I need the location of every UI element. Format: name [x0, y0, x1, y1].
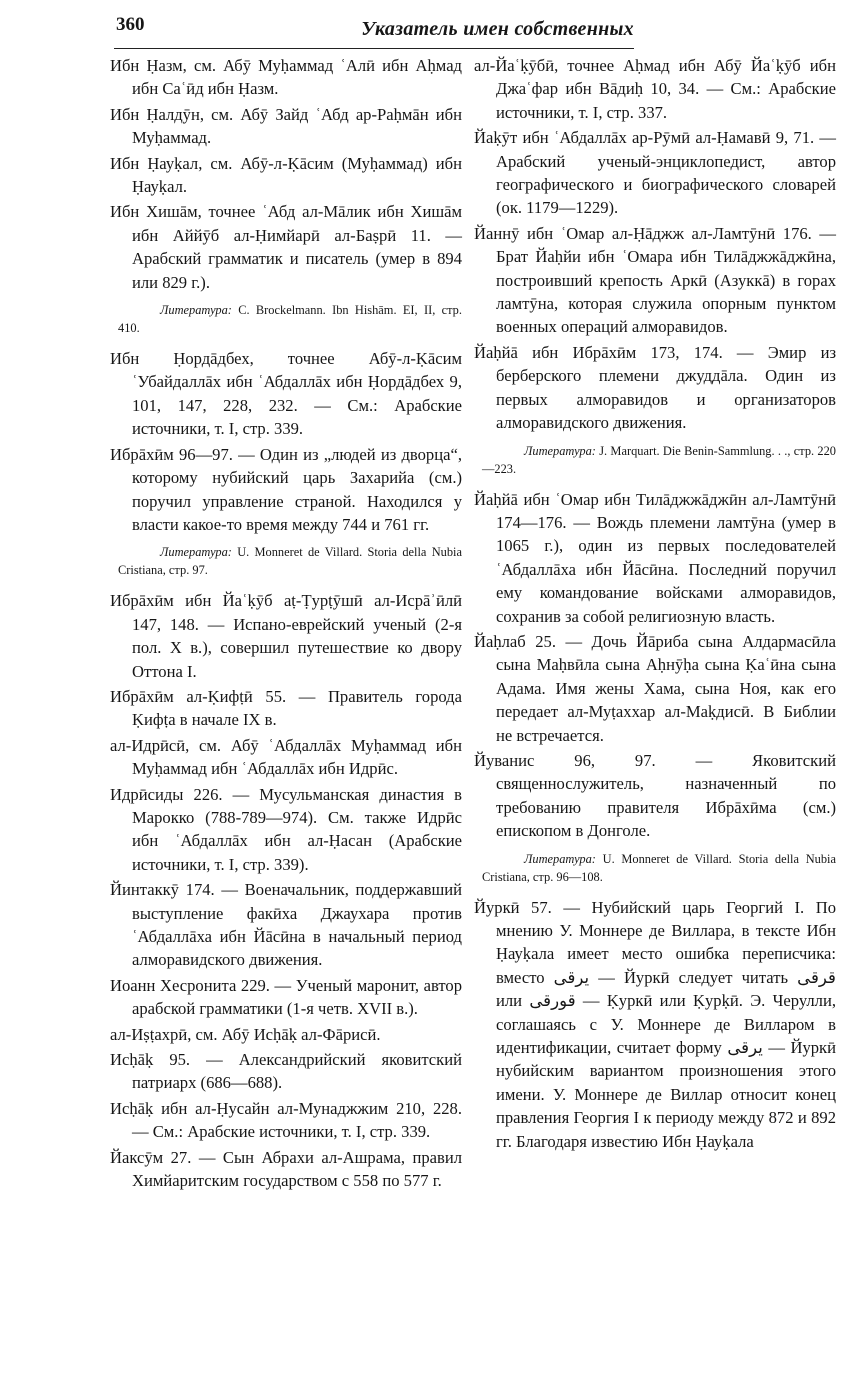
page-number: 360 [116, 14, 145, 35]
literature-note [110, 543, 462, 579]
index-entry: Ибн Ḥазм, см. Абӯ Муḥаммад ʿАлӣ ибн Аḥмад ибн Саʿӣд ибн Ḥазм. [110, 56, 462, 99]
index-entry: Йаḥйā ибн Ибрāхӣм 173, 174. — Эмир из берберского племени джуддāла. Один из первых алморавидов и организаторов алморавидского движения. [474, 342, 836, 433]
literature-text: J. Marquart. Die Benin-Sammlung. . ., стр. 220—223. [482, 443, 836, 476]
running-title: Указатель имен собственных [361, 18, 634, 40]
literature-label: Литература: [524, 851, 596, 866]
literature-text: C. Brockelmann. Ibn Hishām. EI, II, стр. 410. [118, 303, 462, 336]
literature-note [110, 301, 462, 337]
literature-label: Литература: [160, 545, 232, 560]
index-entry: Йаḳӯт ибн ʿАбдаллāх ар-Рӯмӣ ал-Ḥамавӣ 9, 71. — Арабский ученый-энциклопедист, автор географического и биографического словарей (ок. 1179—1229). [474, 128, 836, 218]
index-entry: ал-Идрӣсӣ, см. Абӯ ʿАбдаллāх Муḥаммад ибн Муḥаммад ибн ʿАбдаллāх ибн Идрӣс. [110, 735, 462, 779]
index-entry: Исḥāḳ 95. — Александрийский яковитский патриарх (686—688). [110, 1050, 462, 1093]
index-entry: Ибн Ḥалдӯн, см. Абӯ Зайд ʿАбд ар-Раḥмāн ибн Муḥаммад. [110, 104, 462, 148]
literature-label: Литература: [524, 443, 596, 458]
literature-text: U. Monneret de Villard. Storia della Nubia Cristiana, стр. 96—108. [482, 851, 836, 884]
index-entry: Ибн Ḥауḳал, см. Абӯ-л-Ḳāсим (Муḥаммад) ибн Ḥауḳал. [110, 153, 462, 197]
index-entry: Ибрāхӣм ибн Йаʿḳӯб аṭ-Ṭурṭӯшӣ ал-Исрāʾӣлӣ 147, 148. — Испано-еврейский ученый (2-я пол. X в.), совершил путешествие ко двору Оттона I. [110, 591, 462, 681]
index-entry: Ибн Ḥордāдбех, точнее Абӯ-л-Ḳāсим ʿУбайдаллāх ибн ʿАбдаллāх ибн Ḥордāдбех 9, 101, 147, 228, 232. — См.: Арабские источники, т. I, стр. 339. [110, 349, 462, 439]
index-entry: Ибн Хишāм, точнее ʿАбд ал-Мāлик ибн Хишāм ибн Аййӯб ал-Ḥимйарӣ ал-Баṣрӣ 11. — Арабский грамматик и писатель (умер в 894 или 829 г.). [110, 202, 462, 292]
index-entry: Йуркӣ 57. — Нубийский царь Георгий I. По мнению У. Моннере де Виллара, в тексте Ибн Ḥауḳала имеет место ошибка переписчика: вместо يرقى — Йуркӣ следует читать قرقى или قورقى — Ḳуркӣ или Ḳурḳӣ. Э. Черулли, соглашаясь с У. Моннере де Вилларом в идентификации, считает форму يرقى — Йуркӣ нубийским вариантом произношения этого имени. У. Моннере де Виллар относит конец правления Георгия I к периоду между 872 и 892 гг. Благодаря известию Ибн Ḥауḳала [474, 897, 836, 1151]
index-entry: Исḥāḳ ибн ал-Ḥусайн ал-Мунаджжим 210, 228. — См.: Арабские источники, т. I, стр. 339. [110, 1098, 462, 1142]
index-entry: Йаннӯ ибн ʿОмар ал-Ḥāджж ал-Ламтӯнӣ 176. — Брат Йаḥйи ибн ʿОмара ибн Тилāджжāджӣна, построивший крепость Аркӣ (Азуккā) в горах ламтӯна, которая служила опорным пунктом военных операций алморавидов. [474, 223, 836, 337]
literature-label: Литература: [160, 303, 232, 318]
index-entry: Йуванис 96, 97. — Яковитский священнослужитель, назначенный по требованию правителя Ибрāхӣма (см.) епископом в Донголе. [474, 750, 836, 841]
index-entry: Ибрāхӣм 96—97. — Один из „людей из дворца“, которому нубийский царь Захарийа (см.) поручил управление страной. Находился у власти какое-то время между 744 и 761 гг. [110, 444, 462, 534]
index-entry: Йаксӯм 27. — Сын Абрахи ал-Ашрама, правил Химйаритским государством с 558 по 577 г. [110, 1147, 462, 1191]
literature-text: U. Monneret de Villard. Storia della Nubia Cristiana, стр. 97. [118, 545, 462, 578]
literature-note [474, 850, 836, 886]
index-entry: Йинтаккӯ 174. — Военачальник, поддержавший выступление факӣха Джаухара против ʿАбдаллāха ибн Йāсӣна в начальный период алморавидского движения. [110, 880, 462, 970]
index-entry: Ибрāхӣм ал-Ḳифṭӣ 55. — Правитель города Ḳифṭа в начале IX в. [110, 686, 462, 730]
index-entry: Йаḥйā ибн ʿОмар ибн Тилāджжāджӣн ал-Ламтӯнӣ 174—176. — Вождь племени ламтӯна (умер в 1065 г.), один из первых последователей ʿАбдаллāха ибн Йāсӣна. Последний поручил ему командование войсками алморавидов, сохранив за собой религиозную власть. [474, 489, 836, 626]
right-column [474, 54, 836, 1155]
index-entry: ал-Йаʿḳӯбӣ, точнее Аḥмад ибн Абӯ Йаʿḳӯб ибн Джаʿфар ибн Вāдиḥ 10, 34. — См.: Арабские источники, т. I, стр. 337. [474, 56, 836, 122]
index-entry: Иоанн Хесронита 229. — Ученый маронит, автор арабской грамматики (1-я четв. XVII в.). [110, 975, 462, 1019]
index-entry: Идрӣсиды 226. — Мусульманская династия в Марокко (788-789—974). См. также Идрӣс ибн ʿАбдаллāх ибн ал-Ḥасан (Арабские источники, т. I, стр. 339). [110, 784, 462, 874]
literature-note [474, 442, 836, 478]
index-entry: Йаḥлаб 25. — Дочь Йāриба сына Алдармасӣла сына Маḥвӣла сына Аḥнӯḥа сына Ḳаʿӣна сына Адама. Имя жены Хама, сына Ноя, как его передает ал-Муṭаххар ал-Маḳдисӣ. В Библии не встречается. [474, 631, 836, 745]
index-entry: ал-Иṣṭахрӣ, см. Абӯ Исḥāḳ ал-Фāрисӣ. [110, 1024, 381, 1044]
page-header [114, 10, 634, 49]
left-column [110, 54, 462, 1194]
